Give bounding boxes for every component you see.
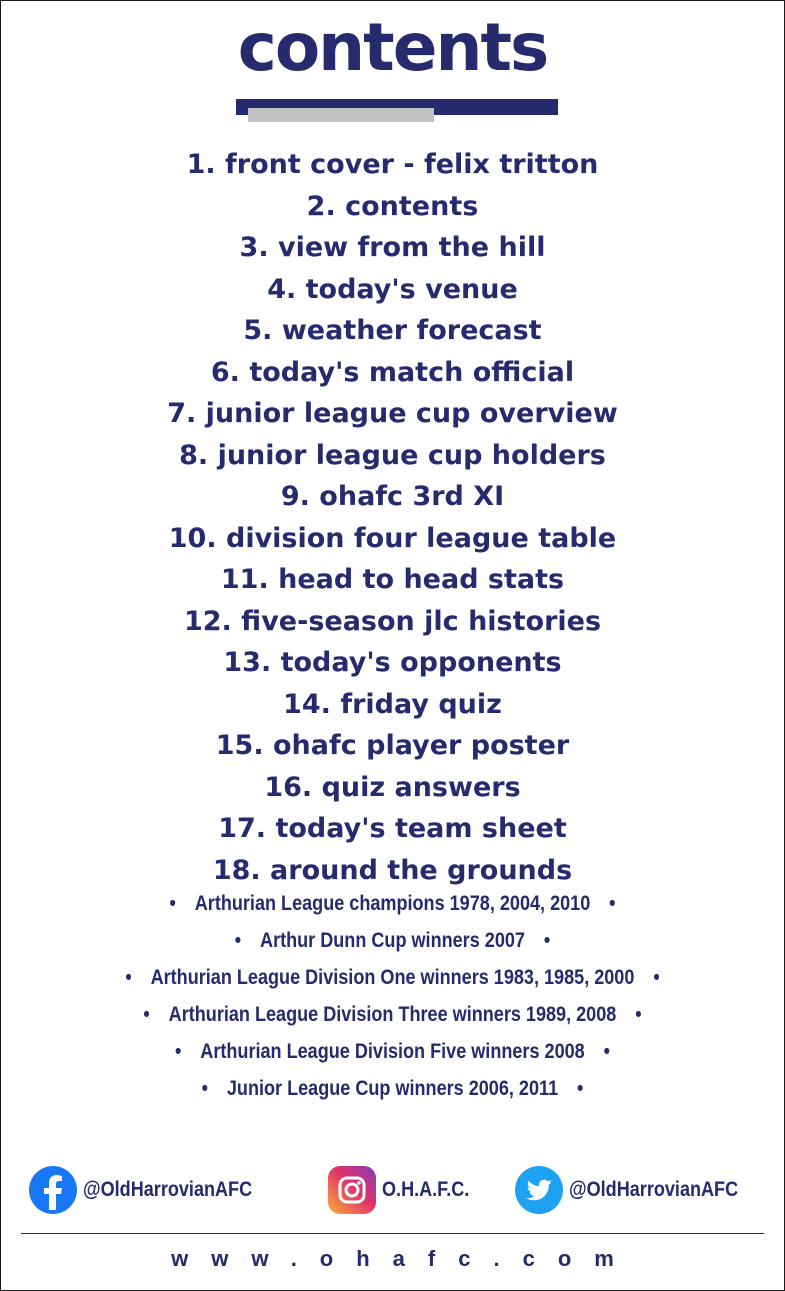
bullet-icon: • <box>201 1077 208 1100</box>
bullet-icon: • <box>234 929 242 952</box>
toc-item[interactable]: 2. contents <box>306 190 479 222</box>
toc-item[interactable]: 13. today's opponents <box>223 647 562 678</box>
toc-item[interactable]: 6. today's match official <box>210 356 575 388</box>
toc-item[interactable]: 4. today's venue <box>267 273 518 305</box>
bullet-icon: • <box>577 1077 584 1100</box>
table-of-contents <box>1 144 784 891</box>
bullet-icon: • <box>175 1040 182 1063</box>
bullet-icon: • <box>543 929 551 952</box>
footer-divider <box>21 1233 764 1234</box>
toc-item[interactable]: 10. division four league table <box>168 522 617 554</box>
twitter-link[interactable] <box>515 1164 766 1216</box>
toc-item[interactable]: 7. junior league cup overview <box>167 398 618 429</box>
toc-item[interactable]: 12. five-season jlc histories <box>183 605 602 637</box>
bullet-icon: • <box>635 1003 642 1026</box>
instagram-icon <box>328 1166 376 1214</box>
honour-item <box>56 996 729 1033</box>
toc-item[interactable]: 18. around the grounds <box>212 854 573 886</box>
honour-text: Arthur Dunn Cup winners 2007 <box>260 929 525 952</box>
bullet-icon: • <box>603 1040 610 1063</box>
website-link[interactable]: www.ohafc.com <box>171 1246 637 1271</box>
honour-item <box>56 1070 729 1107</box>
twitter-handle: @OldHarrovianAFC <box>569 1178 739 1201</box>
honour-text: Arthurian League Division Five winners 2008 <box>200 1040 585 1063</box>
honour-item <box>56 959 729 996</box>
honour-item <box>56 1033 729 1070</box>
title-wrap <box>1 9 784 86</box>
title-underline-accent <box>248 108 434 122</box>
facebook-icon <box>29 1166 77 1214</box>
bullet-icon: • <box>609 892 616 915</box>
toc-item[interactable]: 11. head to head stats <box>220 564 565 595</box>
page-title: contents <box>237 9 548 86</box>
instagram-handle: O.H.A.F.C. <box>382 1178 470 1201</box>
toc-item[interactable]: 16. quiz answers <box>264 771 521 803</box>
toc-item[interactable]: 1. front cover - felix tritton <box>186 149 599 180</box>
bullet-icon: • <box>125 966 132 989</box>
bullet-icon: • <box>143 1003 150 1026</box>
toc-item[interactable]: 5. weather forecast <box>243 315 542 346</box>
toc-item[interactable]: 15. ohafc player poster <box>215 730 570 761</box>
honour-item <box>56 922 729 959</box>
facebook-link[interactable] <box>29 1164 280 1216</box>
honour-item <box>56 885 729 922</box>
honours-list <box>1 885 784 1107</box>
toc-item[interactable]: 8. junior league cup holders <box>179 439 606 471</box>
toc-item[interactable]: 14. friday quiz <box>283 688 502 720</box>
toc-item[interactable]: 9. ohafc 3rd XI <box>280 481 505 512</box>
honour-text: Arthurian League Division Three winners 1989, 2008 <box>168 1003 617 1026</box>
toc-item[interactable]: 3. view from the hill <box>239 232 546 263</box>
bullet-icon: • <box>653 966 660 989</box>
bullet-icon: • <box>169 892 176 915</box>
toc-item[interactable]: 17. today's team sheet <box>218 813 567 844</box>
honour-text: Arthurian League Division One winners 1983, 1985, 2000 <box>150 966 635 989</box>
facebook-handle: @OldHarrovianAFC <box>83 1178 253 1201</box>
instagram-link[interactable] <box>328 1164 484 1216</box>
honour-text: Arthurian League champions 1978, 2004, 2010 <box>194 892 591 915</box>
twitter-icon <box>515 1166 563 1214</box>
honour-text: Junior League Cup winners 2006, 2011 <box>226 1077 559 1100</box>
